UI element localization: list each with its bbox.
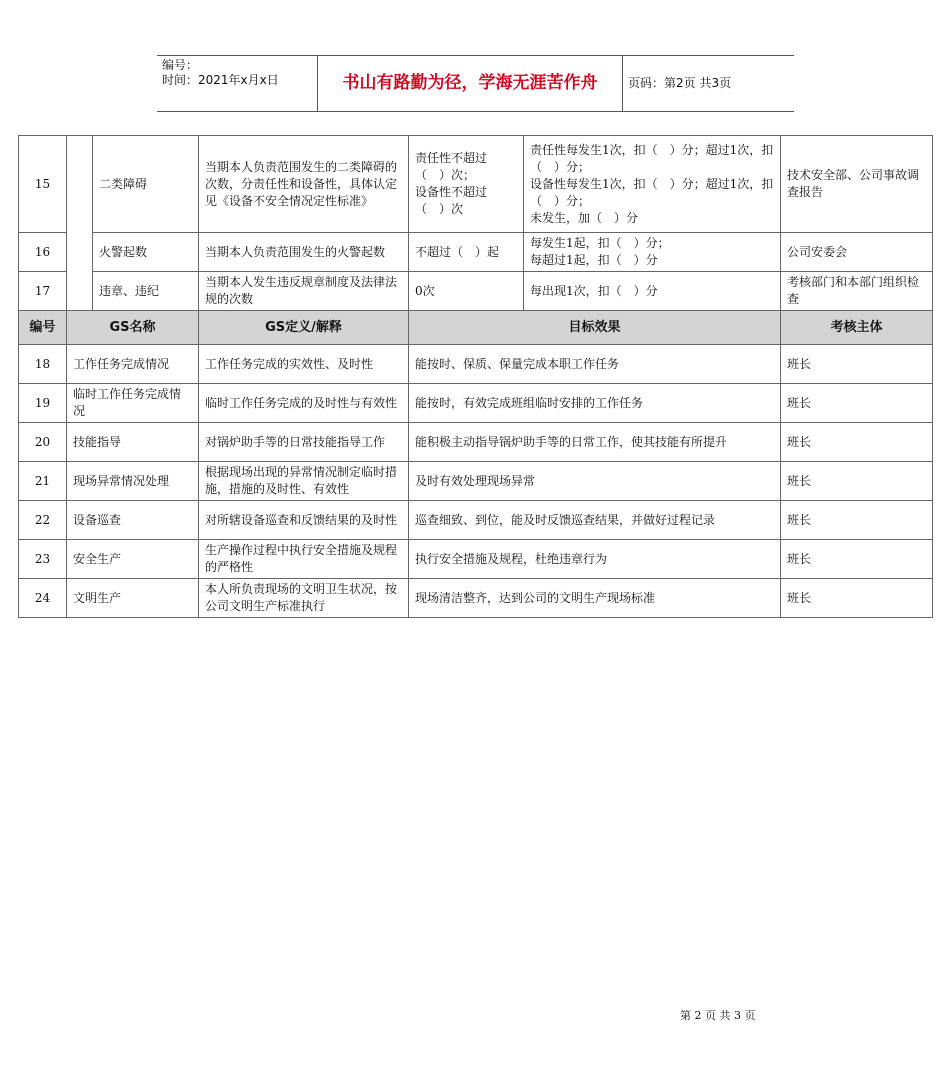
kpi-row [19,136,933,233]
gs-row [19,501,933,540]
gs-assessor: 班长 [781,501,933,540]
row-number: 24 [19,579,67,618]
kpi-name: 二类障碍 [93,136,199,233]
gs-assessor: 班长 [781,579,933,618]
gs-effect: 巡查细致、到位，能及时反馈巡查结果，并做好过程记录 [409,501,781,540]
kpi-table [18,135,933,618]
gs-row [19,579,933,618]
gs-header-no: 编号 [19,311,67,345]
kpi-scoring: 责任性每发生1次，扣（ ）分；超过1次，扣（ ）分； 设备性每发生1次，扣（ ）分；超过1次，扣（ ）分； 未发生，加（ ）分 [524,136,781,233]
kpi-target: 责任性不超过（ ）次； 设备性不超过（ ）次 [409,136,524,233]
kpi-name: 火警起数 [93,233,199,272]
page-header [157,55,794,112]
number-label: 编号： [162,58,199,72]
header-meta [157,56,317,111]
kpi-definition: 当期本人发生违反规章制度及法律法规的次数 [199,272,409,311]
kpi-source: 考核部门和本部门组织检查 [781,272,933,311]
page-footer: 第 2 页 共 3 页 [680,1009,756,1022]
gs-name: 安全生产 [67,540,199,579]
gs-row [19,423,933,462]
kpi-definition: 当期本人负责范围发生的二类障碍的次数，分责任性和设备性，具体认定见《设备不安全情况定性标准》 [199,136,409,233]
row-number: 15 [19,136,67,233]
kpi-name: 违章、违纪 [93,272,199,311]
gs-assessor: 班长 [781,540,933,579]
row-number: 21 [19,462,67,501]
gs-section [19,311,933,345]
gs-rows [19,345,933,618]
gs-name: 现场异常情况处理 [67,462,199,501]
kpi-target: 0次 [409,272,524,311]
gs-header-definition: GS定义/解释 [199,311,409,345]
gs-header-effect: 目标效果 [409,311,781,345]
row-number: 22 [19,501,67,540]
gs-assessor: 班长 [781,345,933,384]
gs-effect: 现场清洁整齐，达到公司的文明生产现场标准 [409,579,781,618]
gs-definition: 对锅炉助手等的日常技能指导工作 [199,423,409,462]
gs-assessor: 班长 [781,462,933,501]
gs-effect: 执行安全措施及规程，杜绝违章行为 [409,540,781,579]
gs-definition: 对所辖设备巡查和反馈结果的及时性 [199,501,409,540]
gs-header-row [19,311,933,345]
gs-definition: 临时工作任务完成的及时性与有效性 [199,384,409,423]
gs-definition: 根据现场出现的异常情况制定临时措施，措施的及时性、有效性 [199,462,409,501]
gs-row [19,462,933,501]
row-number: 19 [19,384,67,423]
time-label: 时间：2021年x月x日 [162,73,279,87]
category-cell [67,136,93,311]
kpi-source: 技术安全部、公司事故调查报告 [781,136,933,233]
row-number: 17 [19,272,67,311]
row-number: 16 [19,233,67,272]
kpi-section [19,136,933,311]
gs-assessor: 班长 [781,423,933,462]
row-number: 23 [19,540,67,579]
gs-effect: 及时有效处理现场异常 [409,462,781,501]
row-number: 18 [19,345,67,384]
gs-definition: 工作任务完成的实效性、及时性 [199,345,409,384]
gs-name: 工作任务完成情况 [67,345,199,384]
gs-row [19,540,933,579]
gs-row [19,345,933,384]
header-page-label: 页码：第2页 共3页 [628,76,732,90]
gs-effect: 能按时，有效完成班组临时安排的工作任务 [409,384,781,423]
gs-definition: 生产操作过程中执行安全措施及规程的严格性 [199,540,409,579]
kpi-row [19,272,933,311]
gs-name: 设备巡查 [67,501,199,540]
gs-name: 文明生产 [67,579,199,618]
gs-row [19,384,933,423]
gs-effect: 能积极主动指导锅炉助手等的日常工作，使其技能有所提升 [409,423,781,462]
gs-name: 技能指导 [67,423,199,462]
kpi-scoring: 每出现1次，扣（ ）分 [524,272,781,311]
kpi-scoring: 每发生1起，扣（ ）分； 每超过1起，扣（ ）分 [524,233,781,272]
gs-name: 临时工作任务完成情况 [67,384,199,423]
gs-header-name: GS名称 [67,311,199,345]
kpi-row [19,233,933,272]
gs-definition: 本人所负责现场的文明卫生状况，按公司文明生产标准执行 [199,579,409,618]
kpi-definition: 当期本人负责范围发生的火警起数 [199,233,409,272]
gs-assessor: 班长 [781,384,933,423]
header-slogan: 书山有路勤为径，学海无涯苦作舟 [317,56,623,111]
gs-header-assessor: 考核主体 [781,311,933,345]
row-number: 20 [19,423,67,462]
kpi-source: 公司安委会 [781,233,933,272]
gs-effect: 能按时、保质、保量完成本职工作任务 [409,345,781,384]
kpi-target: 不超过（ ）起 [409,233,524,272]
